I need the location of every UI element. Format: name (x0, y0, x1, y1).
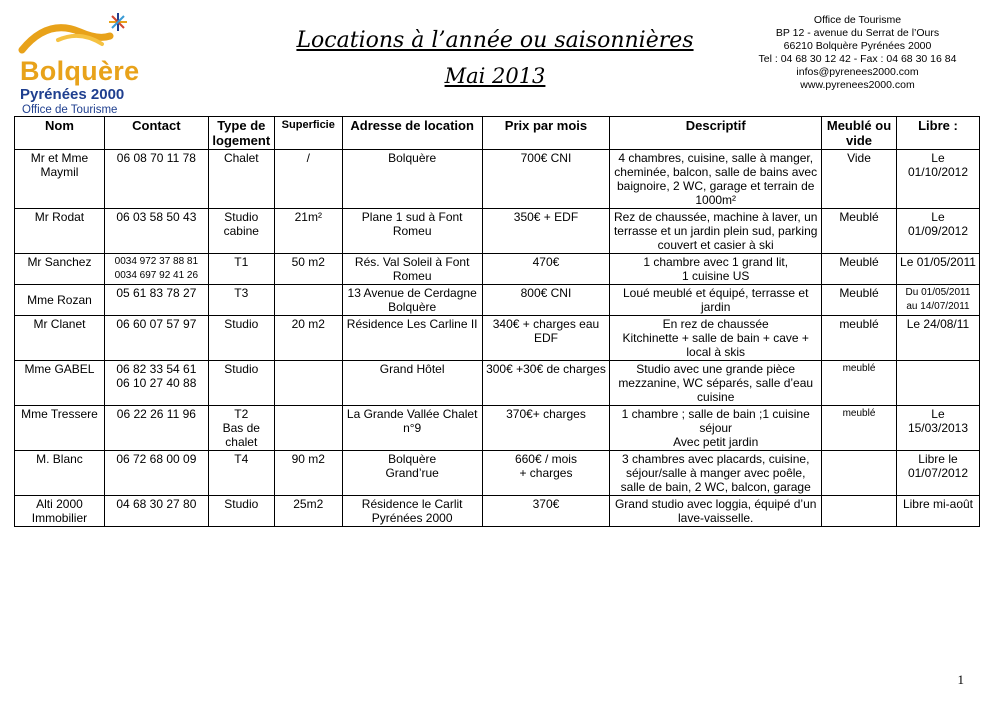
cell-libre: Le 01/10/2012 (896, 150, 979, 209)
table-row (15, 285, 980, 316)
cell-meuble: Meublé (822, 254, 897, 285)
header-libre: Libre : (896, 117, 979, 150)
logo-text-pyrenees: Pyrénées 2000 (20, 86, 125, 103)
cell-nom: Mme Tressere (15, 406, 105, 451)
cell-superficie: 21m² (274, 209, 342, 254)
cell-descriptif: Studio avec une grande pièce mezzanine, WC séparés, salle d’eau cuisine (610, 361, 822, 406)
table-row (15, 209, 980, 254)
cell-adresse: Bolquère Grand’rue (342, 451, 482, 496)
cell-descriptif: Grand studio avec loggia, équipé d’un lave-vaisselle. (610, 496, 822, 527)
logo-text-bolquere: Bolquère (20, 56, 140, 86)
cell-adresse: Résidence Les Carline II (342, 316, 482, 361)
office-website[interactable]: www.pyrenees2000.com (800, 79, 915, 91)
cell-libre: Du 01/05/2011 au 14/07/2011 (896, 285, 979, 316)
cell-descriptif: 4 chambres, cuisine, salle à manger, cheminée, balcon, salle de bains avec baignoire, 2 WC, garage et terrain de 1000m² (610, 150, 822, 209)
cell-prix: 300€ +30€ de charges (482, 361, 610, 406)
office-name: Office de Tourisme (813, 14, 902, 26)
office-phone-fax: Tel : 04 68 30 12 42 - Fax : 04 68 30 16 84 (758, 53, 957, 65)
cell-libre (896, 361, 979, 406)
cell-adresse: 13 Avenue de Cerdagne Bolquère (342, 285, 482, 316)
cell-meuble: meublé (822, 361, 897, 406)
cell-descriptif: Rez de chaussée, machine à laver, un terrasse et un jardin plein sud, parking couvert et casier à ski (610, 209, 822, 254)
cell-contact: 06 82 33 54 61 06 10 27 40 88 (104, 361, 208, 406)
cell-descriptif: 1 chambre ; salle de bain ;1 cuisine séjour Avec petit jardin (610, 406, 822, 451)
cell-nom: Mr Clanet (15, 316, 105, 361)
header-superficie: Superficie (274, 117, 342, 150)
office-contact-block (735, 14, 980, 92)
header-descriptif: Descriptif (610, 117, 822, 150)
cell-type: T4 (208, 451, 274, 496)
cell-contact: 06 60 07 57 97 (104, 316, 208, 361)
cell-meuble (822, 496, 897, 527)
cell-superficie (274, 406, 342, 451)
table-row (15, 451, 980, 496)
cell-prix: 470€ (482, 254, 610, 285)
cell-contact: 06 03 58 50 43 (104, 209, 208, 254)
cell-meuble: Meublé (822, 209, 897, 254)
cell-nom: Mme Rozan (15, 285, 105, 316)
cell-prix: 660€ / mois + charges (482, 451, 610, 496)
cell-meuble: meublé (822, 406, 897, 451)
cell-meuble: Vide (822, 150, 897, 209)
cell-contact: 06 22 26 11 96 (104, 406, 208, 451)
cell-type: Chalet (208, 150, 274, 209)
office-address: BP 12 - avenue du Serrat de l’Ours (775, 27, 940, 39)
office-city: 66210 Bolquère Pyrénées 2000 (783, 40, 932, 52)
cell-contact: 04 68 30 27 80 (104, 496, 208, 527)
header-prix: Prix par mois (482, 117, 610, 150)
cell-libre: Le 15/03/2013 (896, 406, 979, 451)
cell-meuble: meublé (822, 316, 897, 361)
bolquere-logo (18, 10, 178, 116)
cell-type: T1 (208, 254, 274, 285)
cell-descriptif: Loué meublé et équipé, terrasse et jardin (610, 285, 822, 316)
sun-swoosh-icon (18, 10, 148, 60)
cell-contact: 06 08 70 11 78 (104, 150, 208, 209)
header-contact: Contact (104, 117, 208, 150)
cell-prix: 800€ CNI (482, 285, 610, 316)
cell-adresse: Grand Hôtel (342, 361, 482, 406)
cell-prix: 370€ (482, 496, 610, 527)
cell-superficie: 50 m2 (274, 254, 342, 285)
cell-descriptif: En rez de chaussée Kitchinette + salle de bain + cave + local à skis (610, 316, 822, 361)
cell-prix: 370€+ charges (482, 406, 610, 451)
table-row (15, 361, 980, 406)
cell-nom: Mr Sanchez (15, 254, 105, 285)
cell-superficie: / (274, 150, 342, 209)
cell-superficie: 25m2 (274, 496, 342, 527)
cell-nom: Alti 2000 Immobilier (15, 496, 105, 527)
cell-type: Studio (208, 361, 274, 406)
document-subtitle-date: Mai 2013 (444, 64, 546, 88)
header-adresse: Adresse de location (342, 117, 482, 150)
cell-libre: Le 01/09/2012 (896, 209, 979, 254)
cell-libre: Le 01/05/2011 (896, 254, 979, 285)
cell-type: Studio (208, 496, 274, 527)
page-number: 1 (957, 672, 964, 687)
cell-type: T3 (208, 285, 274, 316)
logo-text-office: Office de Tourisme (22, 104, 118, 116)
cell-superficie (274, 285, 342, 316)
header-meuble: Meublé ou vide (822, 117, 897, 150)
cell-nom: Mme GABEL (15, 361, 105, 406)
table-row (15, 254, 980, 285)
table-row (15, 150, 980, 209)
rentals-table (14, 116, 980, 527)
cell-meuble (822, 451, 897, 496)
cell-nom: M. Blanc (15, 451, 105, 496)
cell-meuble: Meublé (822, 285, 897, 316)
cell-type: Studio cabine (208, 209, 274, 254)
cell-prix: 350€ + EDF (482, 209, 610, 254)
cell-prix: 340€ + charges eau EDF (482, 316, 610, 361)
cell-superficie: 90 m2 (274, 451, 342, 496)
cell-type: Studio (208, 316, 274, 361)
cell-libre: Libre mi-août (896, 496, 979, 527)
document-title: Locations à l’année ou saisonnières (296, 28, 694, 53)
table-row (15, 406, 980, 451)
cell-descriptif: 3 chambres avec placards, cuisine, séjour/salle à manger avec poêle, salle de bain, 2 WC, balcon, garage (610, 451, 822, 496)
cell-contact: 05 61 83 78 27 (104, 285, 208, 316)
cell-adresse: Résidence le Carlit Pyrénées 2000 (342, 496, 482, 527)
cell-superficie: 20 m2 (274, 316, 342, 361)
cell-contact: 0034 972 37 88 81 0034 697 92 41 26 (104, 254, 208, 285)
cell-contact: 06 72 68 00 09 (104, 451, 208, 496)
cell-prix: 700€ CNI (482, 150, 610, 209)
cell-adresse: Plane 1 sud à Font Romeu (342, 209, 482, 254)
table-row (15, 496, 980, 527)
cell-adresse: La Grande Vallée Chalet n°9 (342, 406, 482, 451)
cell-libre: Le 24/08/11 (896, 316, 979, 361)
header-nom: Nom (15, 117, 105, 150)
cell-adresse: Bolquère (342, 150, 482, 209)
cell-type: T2 Bas de chalet (208, 406, 274, 451)
table-header-row (15, 117, 980, 150)
office-email[interactable]: infos@pyrenees2000.com (796, 66, 919, 78)
cell-libre: Libre le 01/07/2012 (896, 451, 979, 496)
cell-descriptif: 1 chambre avec 1 grand lit, 1 cuisine US (610, 254, 822, 285)
table-row (15, 316, 980, 361)
cell-nom: Mr Rodat (15, 209, 105, 254)
cell-nom: Mr et Mme Maymil (15, 150, 105, 209)
cell-superficie (274, 361, 342, 406)
cell-adresse: Rés. Val Soleil à Font Romeu (342, 254, 482, 285)
header-type: Type de logement (208, 117, 274, 150)
